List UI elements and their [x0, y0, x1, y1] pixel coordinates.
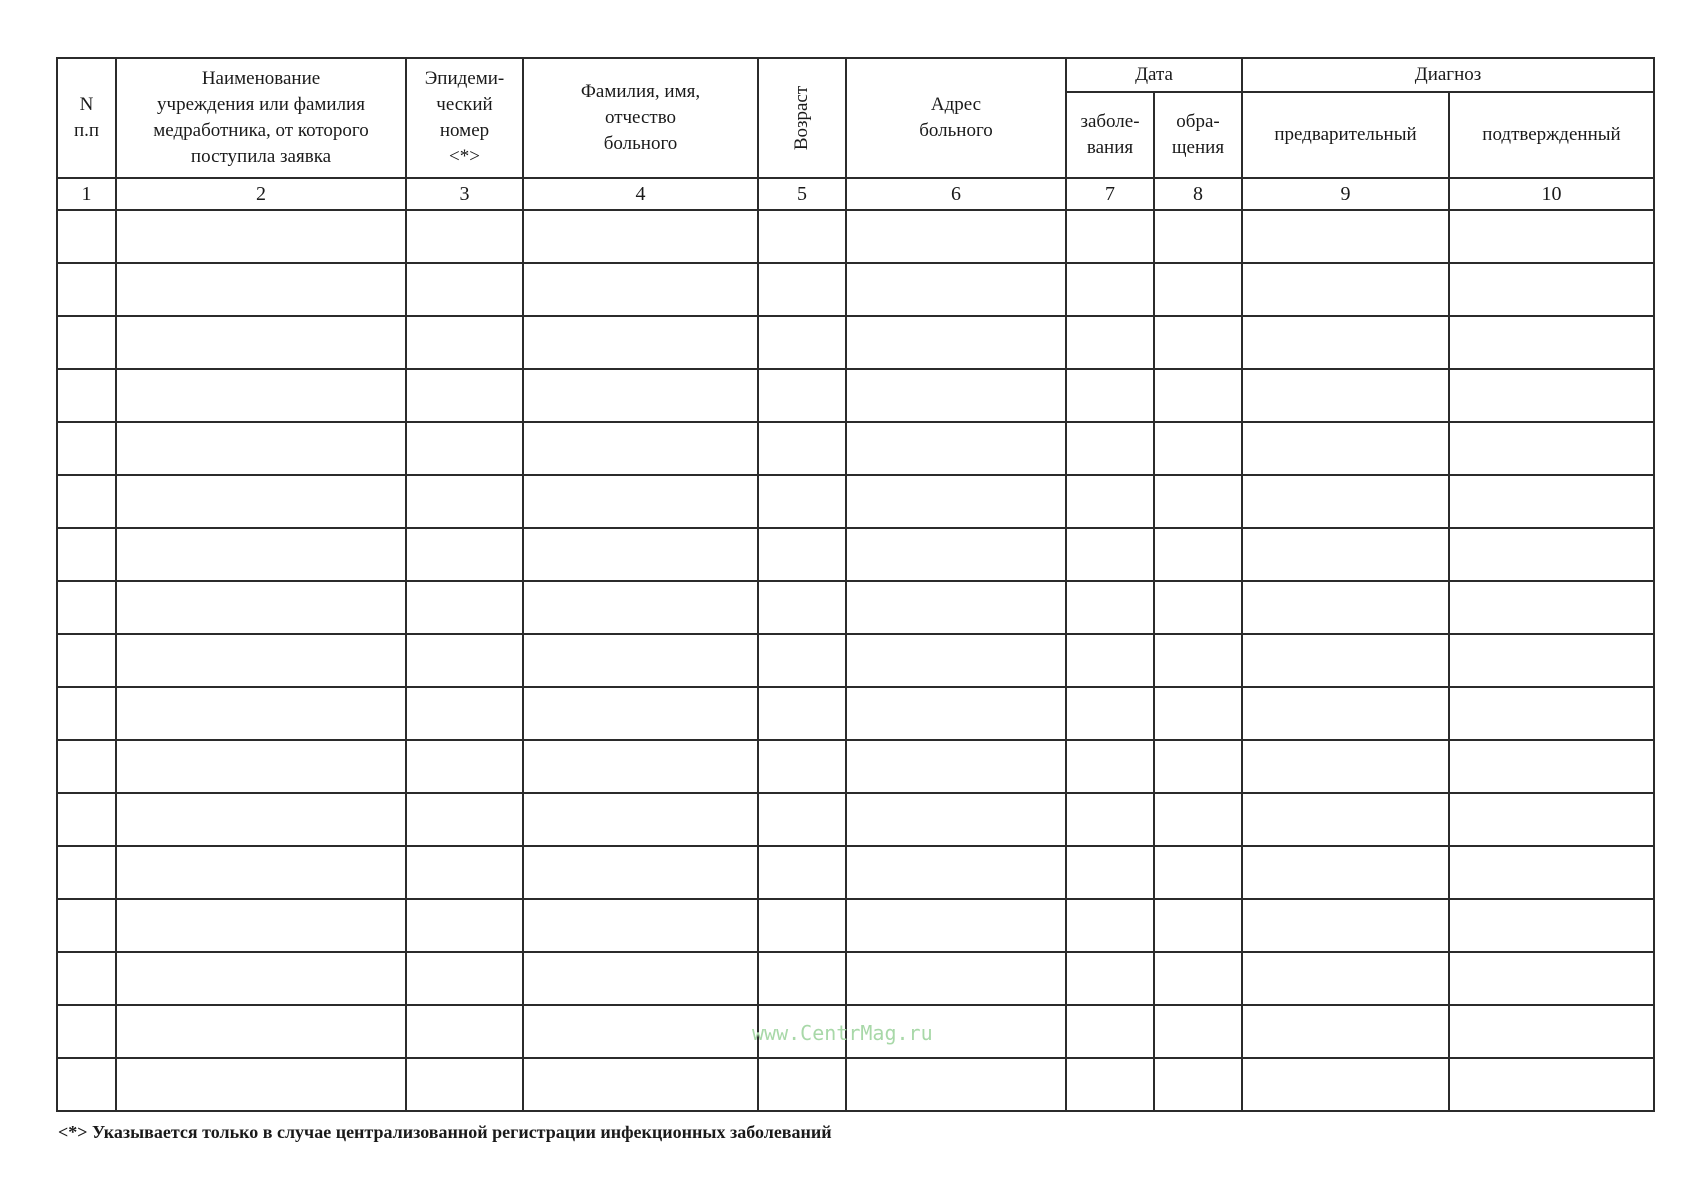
header-confirmed-diagnosis	[1449, 92, 1654, 178]
table-cell	[406, 422, 523, 475]
table-cell	[57, 899, 116, 952]
table-cell	[1449, 528, 1654, 581]
header-date-group-label: Дата	[1135, 64, 1173, 85]
table-cell	[57, 1005, 116, 1058]
table-cell	[406, 740, 523, 793]
table-cell	[1449, 263, 1654, 316]
table-cell	[758, 1058, 846, 1111]
table-cell	[758, 475, 846, 528]
table-row	[57, 422, 1654, 475]
table-cell	[758, 740, 846, 793]
header-epidemic-number	[406, 58, 523, 178]
table-cell	[116, 528, 406, 581]
table-cell	[57, 422, 116, 475]
table-cell	[116, 422, 406, 475]
table-cell	[116, 316, 406, 369]
table-cell	[523, 263, 758, 316]
header-row-1	[57, 58, 1654, 92]
table-row	[57, 846, 1654, 899]
table-cell	[1154, 740, 1242, 793]
header-institution-label: Наименование учреждения или фамилия медработника, от которого поступила заявка	[153, 68, 369, 167]
table-cell	[1066, 528, 1154, 581]
table-cell	[1242, 475, 1449, 528]
table-cell	[406, 687, 523, 740]
table-cell	[57, 369, 116, 422]
table-cell	[758, 952, 846, 1005]
table-row	[57, 740, 1654, 793]
table-cell	[1066, 952, 1154, 1005]
table-cell	[1242, 316, 1449, 369]
table-cell	[758, 422, 846, 475]
table-cell	[846, 210, 1066, 263]
table-cell	[758, 846, 846, 899]
table-cell	[1066, 369, 1154, 422]
table-row	[57, 952, 1654, 1005]
table-cell	[523, 1005, 758, 1058]
table-cell	[57, 793, 116, 846]
table-cell	[846, 1058, 1066, 1111]
header-patient-name-label: Фамилия, имя, отчество больного	[580, 81, 701, 154]
table-cell	[406, 528, 523, 581]
table-row	[57, 528, 1654, 581]
table-cell	[523, 369, 758, 422]
watermark: www.CentrMag.ru	[752, 1021, 933, 1045]
table-cell	[1066, 899, 1154, 952]
table-cell	[1066, 1005, 1154, 1058]
table-cell	[1449, 316, 1654, 369]
table-cell	[406, 899, 523, 952]
table-cell	[57, 528, 116, 581]
table-cell	[1242, 899, 1449, 952]
table-cell	[523, 210, 758, 263]
column-number: 8	[1154, 178, 1242, 210]
table-cell	[1154, 263, 1242, 316]
table-cell	[1449, 793, 1654, 846]
table-row	[57, 1058, 1654, 1111]
table-cell	[57, 581, 116, 634]
table-cell	[406, 952, 523, 1005]
table-cell	[116, 1058, 406, 1111]
table-cell	[1449, 1005, 1654, 1058]
table-cell	[523, 1058, 758, 1111]
header-preliminary-diagnosis-label: предварительный	[1274, 124, 1417, 145]
table-cell	[1242, 369, 1449, 422]
header-confirmed-diagnosis-label: подтвержденный	[1482, 124, 1621, 145]
table-cell	[846, 687, 1066, 740]
table-cell	[846, 740, 1066, 793]
table-cell	[846, 581, 1066, 634]
table-row	[57, 475, 1654, 528]
table-cell	[1066, 316, 1154, 369]
table-cell	[57, 634, 116, 687]
table-cell	[846, 422, 1066, 475]
table-cell	[57, 740, 116, 793]
table-row	[57, 687, 1654, 740]
table-cell	[1154, 793, 1242, 846]
table-cell	[758, 369, 846, 422]
table-cell	[1154, 316, 1242, 369]
header-address-label: Адрес больного	[919, 94, 993, 141]
table-cell	[1449, 687, 1654, 740]
table-cell	[116, 263, 406, 316]
table-cell	[116, 369, 406, 422]
table-cell	[758, 528, 846, 581]
table-cell	[57, 1058, 116, 1111]
header-visit-date	[1154, 92, 1242, 178]
column-number: 5	[758, 178, 846, 210]
table-cell	[1066, 210, 1154, 263]
table-cell	[116, 687, 406, 740]
register-table	[56, 57, 1655, 1112]
table-cell	[406, 793, 523, 846]
table-cell	[1066, 475, 1154, 528]
table-cell	[1449, 422, 1654, 475]
table-body	[57, 178, 1654, 1111]
table-cell	[406, 634, 523, 687]
table-row	[57, 263, 1654, 316]
header-diagnosis-group-label: Диагноз	[1414, 64, 1482, 85]
table-cell	[758, 899, 846, 952]
table-cell	[1066, 634, 1154, 687]
table-cell	[523, 528, 758, 581]
table-cell	[116, 634, 406, 687]
table-cell	[758, 263, 846, 316]
header-patient-name	[523, 58, 758, 178]
table-row	[57, 316, 1654, 369]
table-cell	[1449, 846, 1654, 899]
table-cell	[406, 475, 523, 528]
header-age	[758, 58, 846, 178]
table-cell	[1449, 369, 1654, 422]
table-cell	[406, 263, 523, 316]
table-cell	[1154, 581, 1242, 634]
table-cell	[1154, 1058, 1242, 1111]
table-cell	[758, 793, 846, 846]
table-cell	[116, 1005, 406, 1058]
table-cell	[1449, 475, 1654, 528]
header-epidemic-number-label: Эпидеми- ческий номер <*>	[424, 68, 505, 167]
table-cell	[1449, 740, 1654, 793]
table-cell	[523, 846, 758, 899]
table-row	[57, 634, 1654, 687]
table-cell	[1066, 793, 1154, 846]
table-cell	[116, 793, 406, 846]
table-cell	[57, 846, 116, 899]
column-number: 9	[1242, 178, 1449, 210]
table-cell	[846, 952, 1066, 1005]
table-cell	[846, 369, 1066, 422]
table-cell	[1242, 793, 1449, 846]
table-cell	[523, 740, 758, 793]
table-row	[57, 581, 1654, 634]
table-cell	[1154, 369, 1242, 422]
table-cell	[406, 1005, 523, 1058]
table-cell	[406, 369, 523, 422]
column-number-row	[57, 178, 1654, 210]
header-diagnosis-group	[1242, 58, 1654, 92]
table-cell	[523, 687, 758, 740]
table-cell	[1242, 952, 1449, 1005]
table-cell	[1242, 210, 1449, 263]
table-row	[57, 210, 1654, 263]
header-institution	[116, 58, 406, 178]
table-cell	[57, 687, 116, 740]
table-cell	[1449, 1058, 1654, 1111]
table-cell	[116, 899, 406, 952]
table-cell	[1242, 740, 1449, 793]
table-cell	[523, 634, 758, 687]
table-cell	[1242, 846, 1449, 899]
column-number: 10	[1449, 178, 1654, 210]
table-cell	[758, 634, 846, 687]
table-cell	[1154, 475, 1242, 528]
table-cell	[406, 846, 523, 899]
table-cell	[1449, 581, 1654, 634]
table-cell	[846, 528, 1066, 581]
table-cell	[1449, 952, 1654, 1005]
table-cell	[116, 210, 406, 263]
header-number	[57, 58, 116, 178]
table-cell	[523, 952, 758, 1005]
table-cell	[1242, 263, 1449, 316]
table-cell	[1066, 1058, 1154, 1111]
table-cell	[1154, 422, 1242, 475]
table-row	[57, 899, 1654, 952]
table-cell	[846, 316, 1066, 369]
table-cell	[846, 634, 1066, 687]
footnote: <*> Указывается только в случае централизованной регистрации инфекционных заболеваний	[58, 1122, 832, 1142]
table-cell	[523, 581, 758, 634]
table-cell	[116, 846, 406, 899]
table-cell	[1242, 422, 1449, 475]
table-cell	[758, 687, 846, 740]
header-address	[846, 58, 1066, 178]
table-cell	[1066, 581, 1154, 634]
table-cell	[406, 1058, 523, 1111]
table-cell	[523, 899, 758, 952]
column-number: 1	[57, 178, 116, 210]
table-cell	[846, 793, 1066, 846]
table-cell	[846, 475, 1066, 528]
table-cell	[1154, 528, 1242, 581]
table-cell	[406, 210, 523, 263]
table-cell	[57, 952, 116, 1005]
header-number-label: N п.п	[73, 94, 100, 141]
table-cell	[523, 475, 758, 528]
table-cell	[523, 316, 758, 369]
table-cell	[116, 740, 406, 793]
table-cell	[116, 952, 406, 1005]
header-illness-date-label: заболе- вания	[1080, 111, 1140, 158]
column-number: 4	[523, 178, 758, 210]
table-cell	[1154, 952, 1242, 1005]
table-cell	[1154, 634, 1242, 687]
table-cell	[57, 263, 116, 316]
table-cell	[1066, 422, 1154, 475]
table-cell	[846, 899, 1066, 952]
table-cell	[758, 581, 846, 634]
header-age-label: Возраст	[790, 85, 812, 151]
table-cell	[758, 210, 846, 263]
table-cell	[523, 793, 758, 846]
header-visit-date-label: обра- щения	[1171, 111, 1225, 158]
table-cell	[523, 422, 758, 475]
header-preliminary-diagnosis	[1242, 92, 1449, 178]
table-cell	[1242, 687, 1449, 740]
header-illness-date	[1066, 92, 1154, 178]
table-cell	[1242, 581, 1449, 634]
table-cell	[1066, 740, 1154, 793]
table-cell	[116, 475, 406, 528]
column-number: 2	[116, 178, 406, 210]
table-cell	[1154, 210, 1242, 263]
table-cell	[57, 316, 116, 369]
table-cell	[1242, 634, 1449, 687]
table-cell	[846, 263, 1066, 316]
table-cell	[1154, 1005, 1242, 1058]
table-cell	[1154, 687, 1242, 740]
table-cell	[846, 846, 1066, 899]
header-date-group	[1066, 58, 1242, 92]
table-cell	[1242, 1005, 1449, 1058]
table-cell	[1449, 634, 1654, 687]
table-cell	[57, 210, 116, 263]
table-cell	[406, 581, 523, 634]
column-number: 7	[1066, 178, 1154, 210]
table-cell	[758, 316, 846, 369]
table-cell	[1066, 687, 1154, 740]
table-cell	[1154, 899, 1242, 952]
table-cell	[1449, 899, 1654, 952]
table-cell	[1242, 1058, 1449, 1111]
table-cell	[406, 316, 523, 369]
column-number: 3	[406, 178, 523, 210]
table-cell	[1242, 528, 1449, 581]
table-cell	[1066, 263, 1154, 316]
table-cell	[57, 475, 116, 528]
table-row	[57, 369, 1654, 422]
column-number: 6	[846, 178, 1066, 210]
table-cell	[116, 581, 406, 634]
table-cell	[1066, 846, 1154, 899]
table-row	[57, 793, 1654, 846]
table-cell	[1449, 210, 1654, 263]
table-cell	[1154, 846, 1242, 899]
